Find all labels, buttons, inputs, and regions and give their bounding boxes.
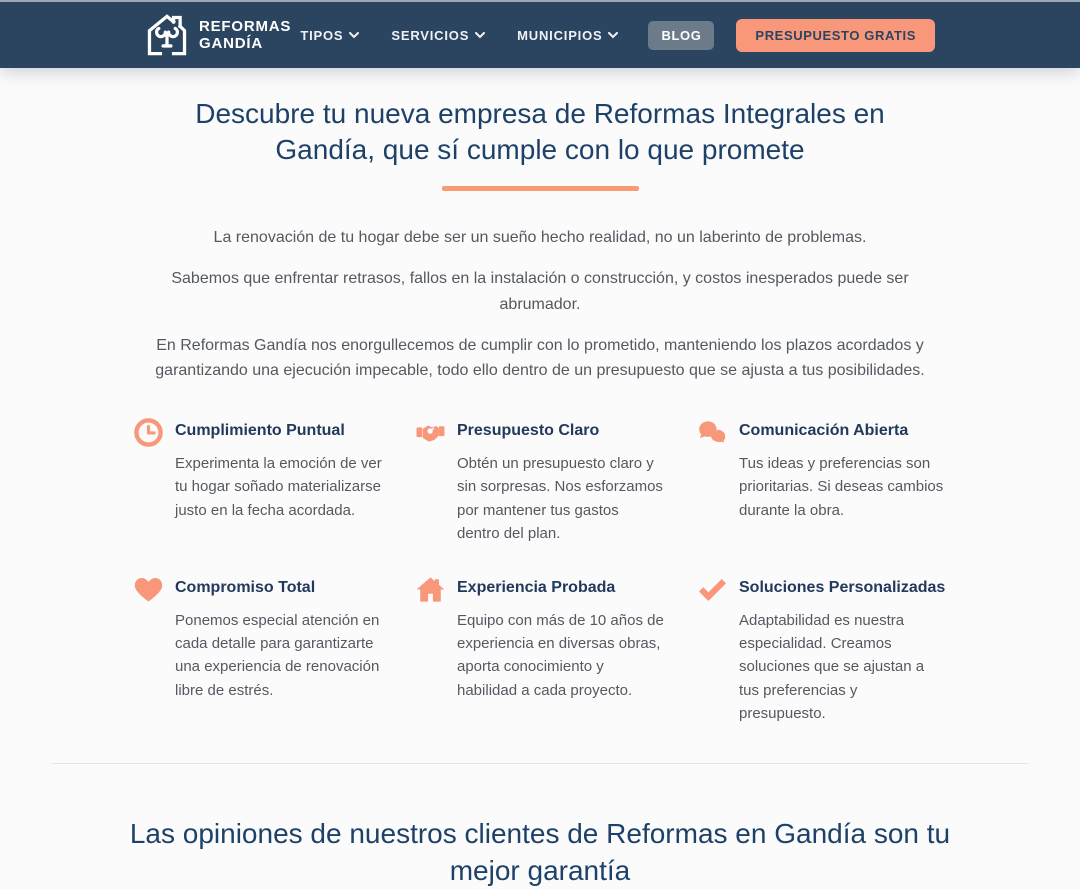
feature-title: Presupuesto Claro bbox=[457, 422, 600, 440]
hero-paragraph: La renovación de tu hogar debe ser un sueño hecho realidad, no un laberinto de problemas. bbox=[213, 228, 867, 246]
feature-content bbox=[457, 573, 664, 725]
hero-intro-text bbox=[0, 225, 1080, 385]
feature-content bbox=[175, 573, 382, 725]
feature-title: Compromiso Total bbox=[175, 579, 316, 597]
feature-text: Tus ideas y preferencias son prioritarias. Si deseas cambios durante la obra. bbox=[739, 455, 944, 519]
house-wrench-logo-icon bbox=[145, 12, 189, 58]
blog-button[interactable]: BLOG bbox=[648, 21, 714, 50]
handshake-icon bbox=[416, 418, 445, 447]
hero-paragraph: En Reformas Gandía nos enorgullecemos de cumplir con lo prometido, manteniendo los plazos acordados y garantizando una ejecución impecable, todo ello dentro de un presupuesto que se ajusta a tus posibilidades. bbox=[155, 336, 925, 380]
feature-content bbox=[175, 416, 382, 545]
nav-item-municipios[interactable] bbox=[517, 28, 618, 43]
heart-icon bbox=[134, 575, 163, 604]
brand-name: REFORMAS GANDÍA bbox=[199, 17, 292, 52]
nav-item-label: MUNICIPIOS bbox=[517, 27, 603, 43]
nav-item-label: TIPOS bbox=[300, 27, 344, 43]
feature-soluciones-personalizadas bbox=[698, 573, 946, 725]
hero-section bbox=[0, 68, 1080, 384]
feature-text: Ponemos especial atención en cada detalle para garantizarte una experiencia de renovación libre de estrés. bbox=[175, 611, 380, 699]
feature-title: Soluciones Personalizadas bbox=[739, 579, 946, 597]
features-grid bbox=[134, 416, 946, 725]
header-container bbox=[145, 12, 935, 58]
feature-content bbox=[457, 416, 664, 545]
chevron-down-icon bbox=[475, 32, 485, 39]
feature-title: Experiencia Probada bbox=[457, 579, 616, 597]
feature-title: Cumplimiento Puntual bbox=[175, 422, 345, 440]
feature-text: Equipo con más de 10 años de experiencia en diversas obras, aporta conocimiento y habilidad a cada proyecto. bbox=[457, 611, 664, 699]
clock-icon bbox=[134, 418, 163, 447]
feature-presupuesto-claro bbox=[416, 416, 664, 545]
testimonials-section-title: Las opiniones de nuestros clientes de Reformas en Gandía son tu mejor garantía bbox=[129, 818, 951, 886]
presupuesto-gratis-button[interactable]: PRESUPUESTO GRATIS bbox=[736, 19, 935, 52]
feature-experiencia-probada bbox=[416, 573, 664, 725]
feature-title: Comunicación Abierta bbox=[739, 422, 909, 440]
chevron-down-icon bbox=[608, 32, 618, 39]
feature-content bbox=[739, 416, 946, 545]
nav-item-servicios[interactable] bbox=[391, 28, 485, 43]
hero-paragraph: Sabemos que enfrentar retrasos, fallos en la instalación o construcción, y costos inesperados puede ser abrumador. bbox=[171, 269, 909, 313]
brand-logo-link[interactable] bbox=[145, 12, 291, 58]
page-title: Descubre tu nueva empresa de Reformas Integrales en Gandía, que sí cumple con lo que promete bbox=[195, 98, 885, 166]
site-header bbox=[0, 2, 1080, 68]
chevron-down-icon bbox=[349, 32, 359, 39]
feature-compromiso-total bbox=[134, 573, 382, 725]
feature-comunicacion-abierta bbox=[698, 416, 946, 545]
main-nav bbox=[300, 28, 618, 43]
feature-text: Obtén un presupuesto claro y sin sorpresas. Nos esforzamos por mantener tus gastos dentro del plan. bbox=[457, 455, 663, 542]
feature-cumplimiento-puntual bbox=[134, 416, 382, 545]
home-icon bbox=[416, 575, 445, 604]
comments-icon bbox=[698, 418, 727, 447]
section-divider bbox=[52, 763, 1028, 764]
nav-item-tipos[interactable] bbox=[300, 28, 359, 43]
feature-text: Adaptabilidad es nuestra especialidad. Creamos soluciones que se ajustan a tus preferencias y presupuesto. bbox=[739, 611, 925, 722]
title-underline-accent bbox=[442, 186, 639, 191]
check-icon bbox=[698, 575, 727, 604]
feature-text: Experimenta la emoción de ver tu hogar soñado materializarse justo en la fecha acordada. bbox=[175, 455, 382, 519]
feature-content bbox=[739, 573, 946, 725]
nav-item-label: SERVICIOS bbox=[391, 27, 470, 43]
